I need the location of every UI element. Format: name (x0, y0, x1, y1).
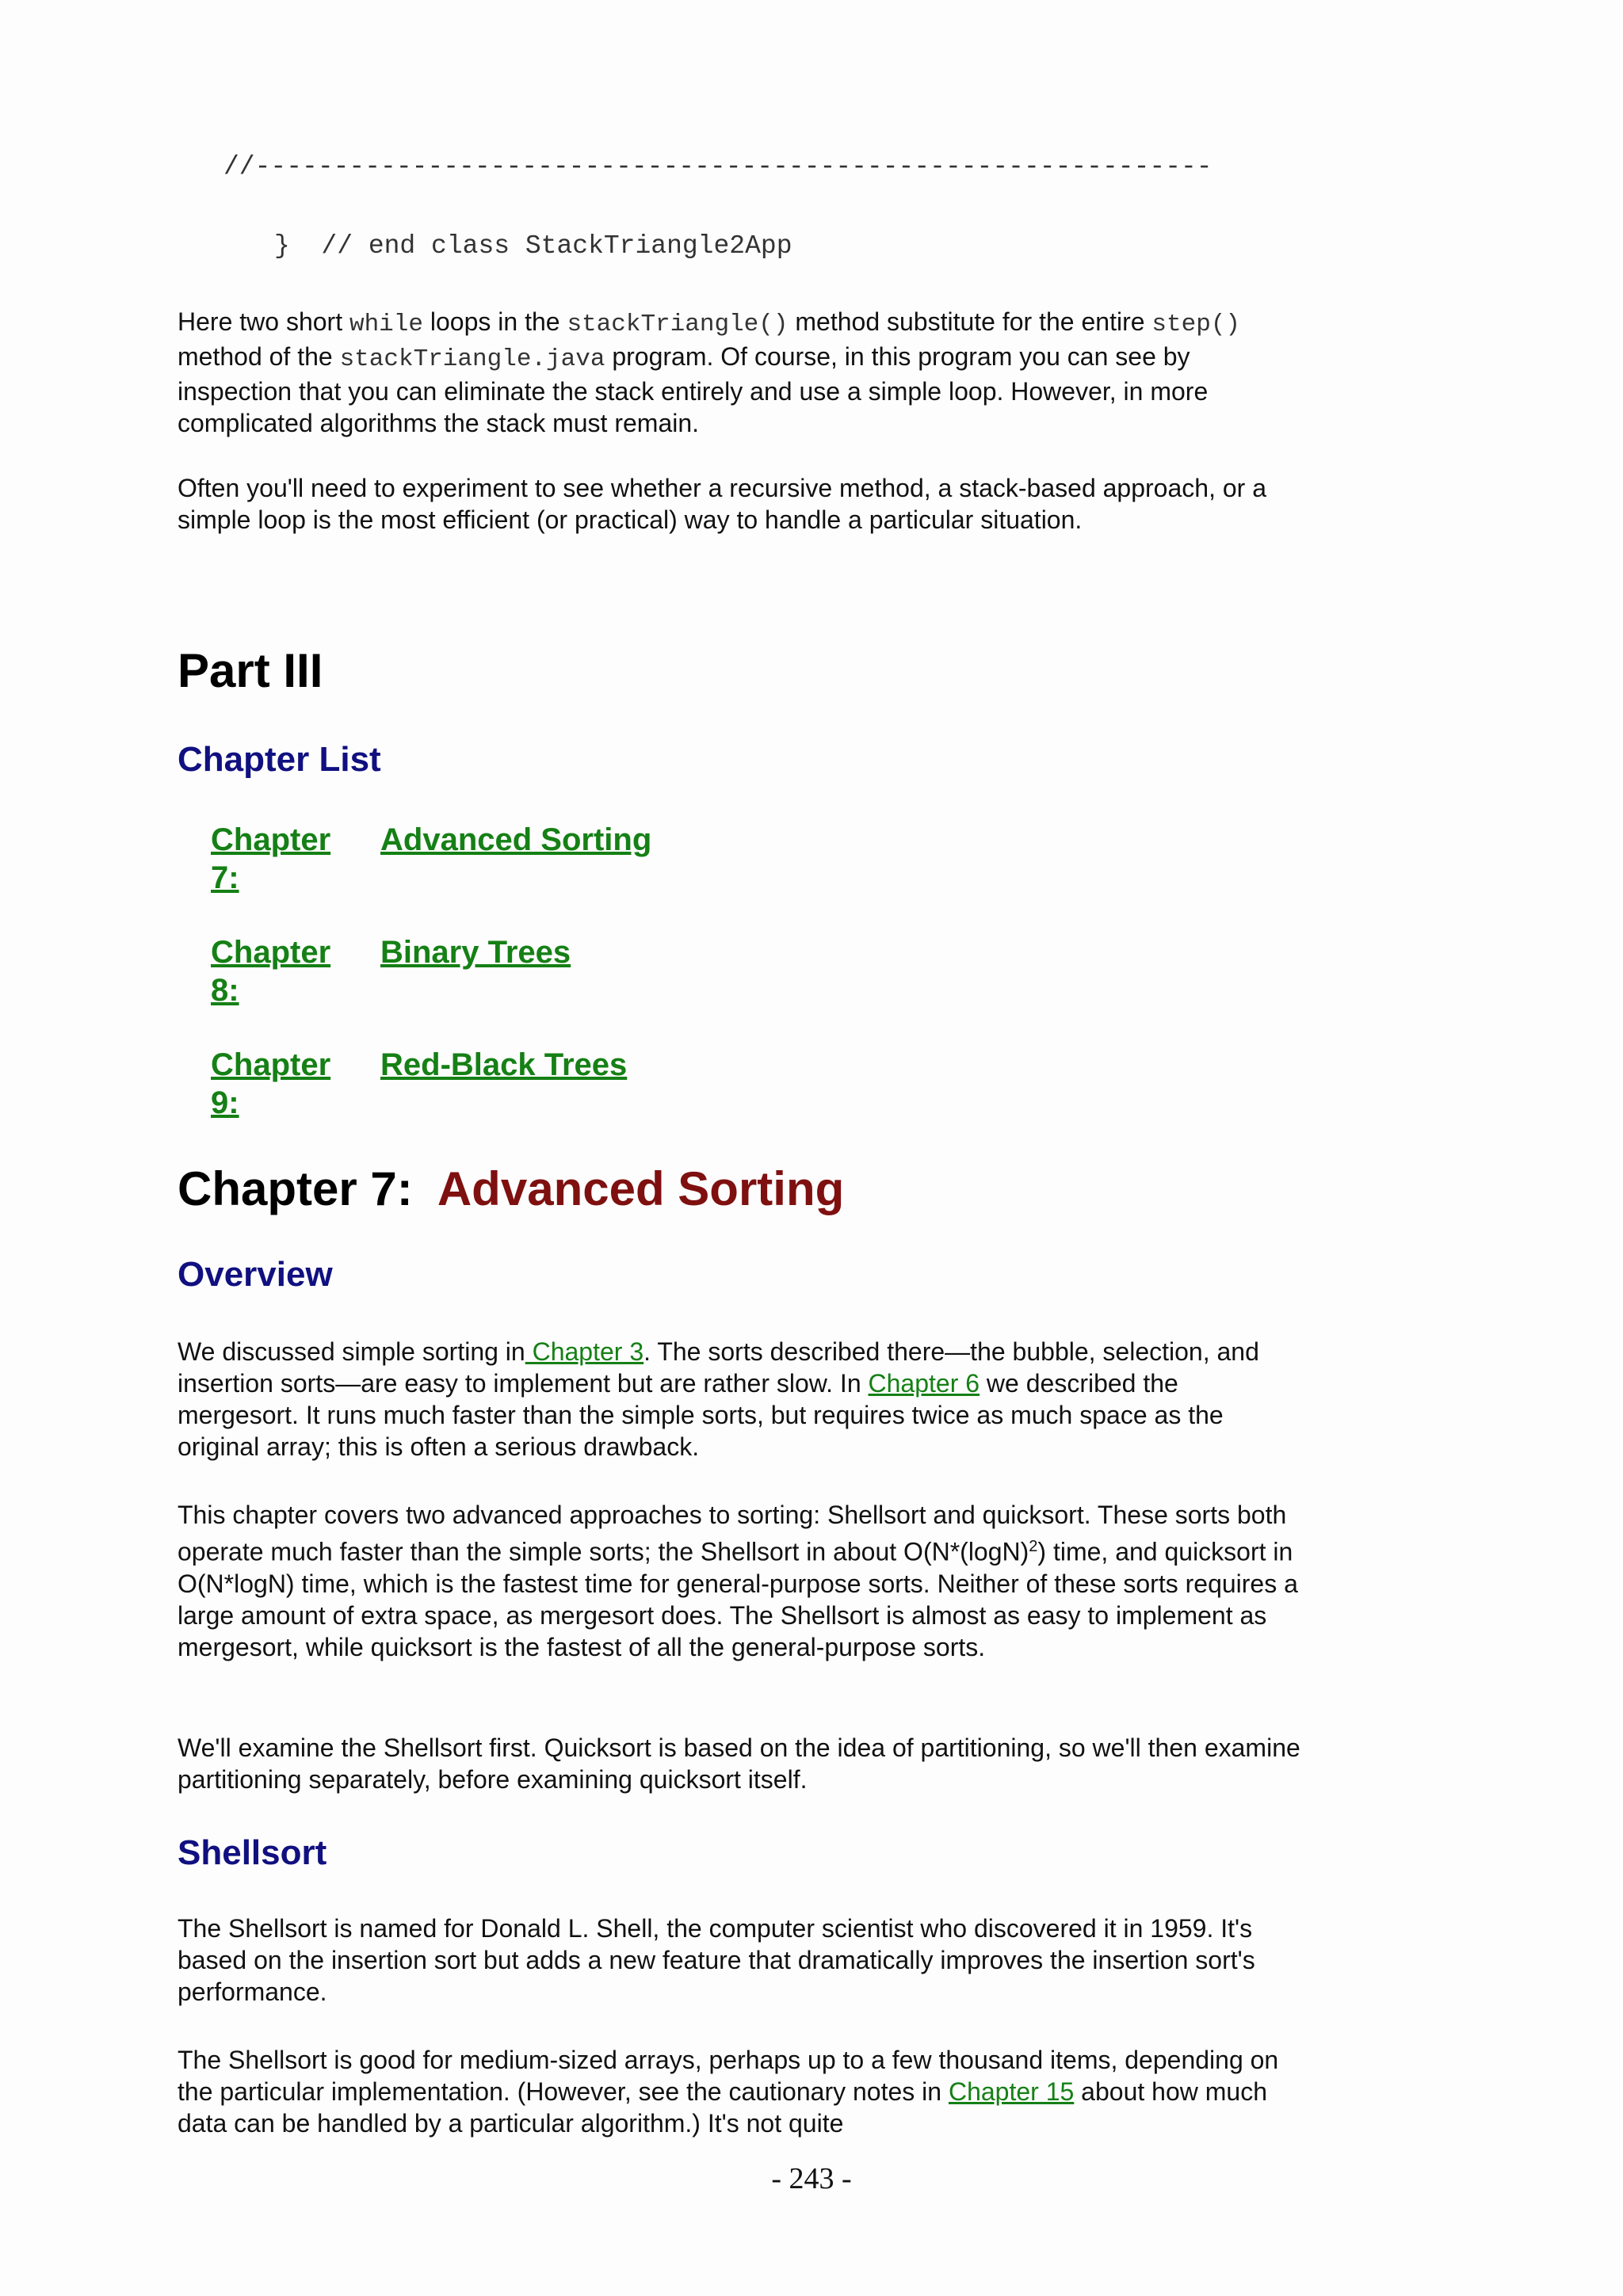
overview-paragraph-3: We'll examine the Shellsort first. Quicksort is based on the idea of partitioning, so we'll then examine partitioning separately, before examining quicksort itself. (178, 1733, 1300, 1794)
superscript: 2 (1029, 1538, 1038, 1555)
text-span: about how much data can be handled by a particular algorithm.) It's not quite (178, 2077, 1267, 2138)
inline-code: while (349, 311, 423, 338)
chapter-name: Advanced Sorting (437, 1162, 845, 1215)
toc-chapter-number-link[interactable]: Chapter 8: (211, 935, 331, 1008)
chapter-3-link[interactable]: Chapter 3 (525, 1337, 644, 1366)
inline-code: step() (1151, 311, 1241, 338)
text-span: The Shellsort is good for medium-sized arrays, perhaps up to a few thousand items, depending on the particular implementation. (However, see the cautionary notes in (178, 2046, 1279, 2106)
chapter-title (178, 1161, 844, 1216)
part-title: Part III (178, 644, 323, 697)
text-span: loops in the (422, 307, 567, 336)
text-span: This chapter covers two advanced approaches to sorting: Shellsort and quicksort. These sorts both operate much faster than the simple sorts; the Shellsort in about O(N*(logN) (178, 1501, 1287, 1566)
text-span: Here two short (178, 307, 349, 336)
shellsort-paragraph-2 (178, 2044, 1303, 2139)
text-span: we described the mergesort. It runs much faster than the simple sorts, but requires twice as much space as the original array; this is often a serious drawback. (178, 1369, 1224, 1461)
chapter-15-link[interactable]: Chapter 15 (948, 2077, 1075, 2106)
toc-chapter-title-link[interactable]: Binary Trees (380, 935, 571, 970)
toc-entry[interactable] (211, 821, 766, 908)
page-number: - 243 - (771, 2162, 852, 2195)
text-span: program. Of course, in this program you can see by inspection that you can eliminate the stack entirely and use a simple loop. However, in more complicated algorithms the stack must remain. (178, 342, 1209, 437)
code-comment-line: //------------------------------------------------------------- (223, 152, 1212, 181)
shellsort-paragraph-1: The Shellsort is named for Donald L. Shell, the computer scientist who discovered it in 1959. It's based on the insertion sort but adds a new feature that dramatically improves the insertion sort's performance. (178, 1914, 1255, 2006)
chapter-6-link[interactable]: Chapter 6 (868, 1369, 980, 1398)
text-span: . The sorts described there—the bubble, selection, and insertion sorts—are easy to implement but are rather slow. In (178, 1337, 1259, 1398)
chapter-label: Chapter 7: (178, 1162, 413, 1215)
toc-entry[interactable] (211, 933, 766, 1020)
inline-code: stackTriangle() (567, 311, 789, 338)
overview-paragraph-2 (178, 1499, 1303, 1663)
intro-paragraph-2: Often you'll need to experiment to see whether a recursive method, a stack-based approach, or a simple loop is the most efficient (or practical) way to handle a particular situation. (178, 474, 1266, 534)
text-span: method substitute for the entire (788, 307, 1152, 336)
toc-chapter-number-link[interactable]: Chapter 9: (211, 1047, 331, 1120)
inline-code: stackTriangle.java (339, 345, 605, 373)
overview-paragraph-1 (178, 1336, 1303, 1463)
intro-paragraph-1 (178, 306, 1303, 439)
toc-chapter-number-link[interactable]: Chapter 7: (211, 822, 331, 895)
text-span: method of the (178, 342, 340, 371)
text-span: We discussed simple sorting in (178, 1337, 525, 1366)
chapter-list-heading: Chapter List (178, 740, 381, 779)
text-span: ) time, and quicksort in O(N*logN) time, which is the fastest time for general-purpose sorts. Neither of these sorts requires a large amount of extra space, as mergesort does. The Shellsort is almost as easy to implement as mergesort, while quicksort is the fastest of all the general-purpose sorts. (178, 1537, 1298, 1661)
toc-chapter-title-link[interactable]: Advanced Sorting (380, 822, 652, 857)
shellsort-heading: Shellsort (178, 1833, 327, 1872)
code-end-class-line: } // end class StackTriangle2App (274, 231, 792, 261)
toc-chapter-title-link[interactable]: Red-Black Trees (380, 1047, 628, 1082)
overview-heading: Overview (178, 1255, 333, 1294)
toc-entry[interactable] (211, 1046, 766, 1133)
